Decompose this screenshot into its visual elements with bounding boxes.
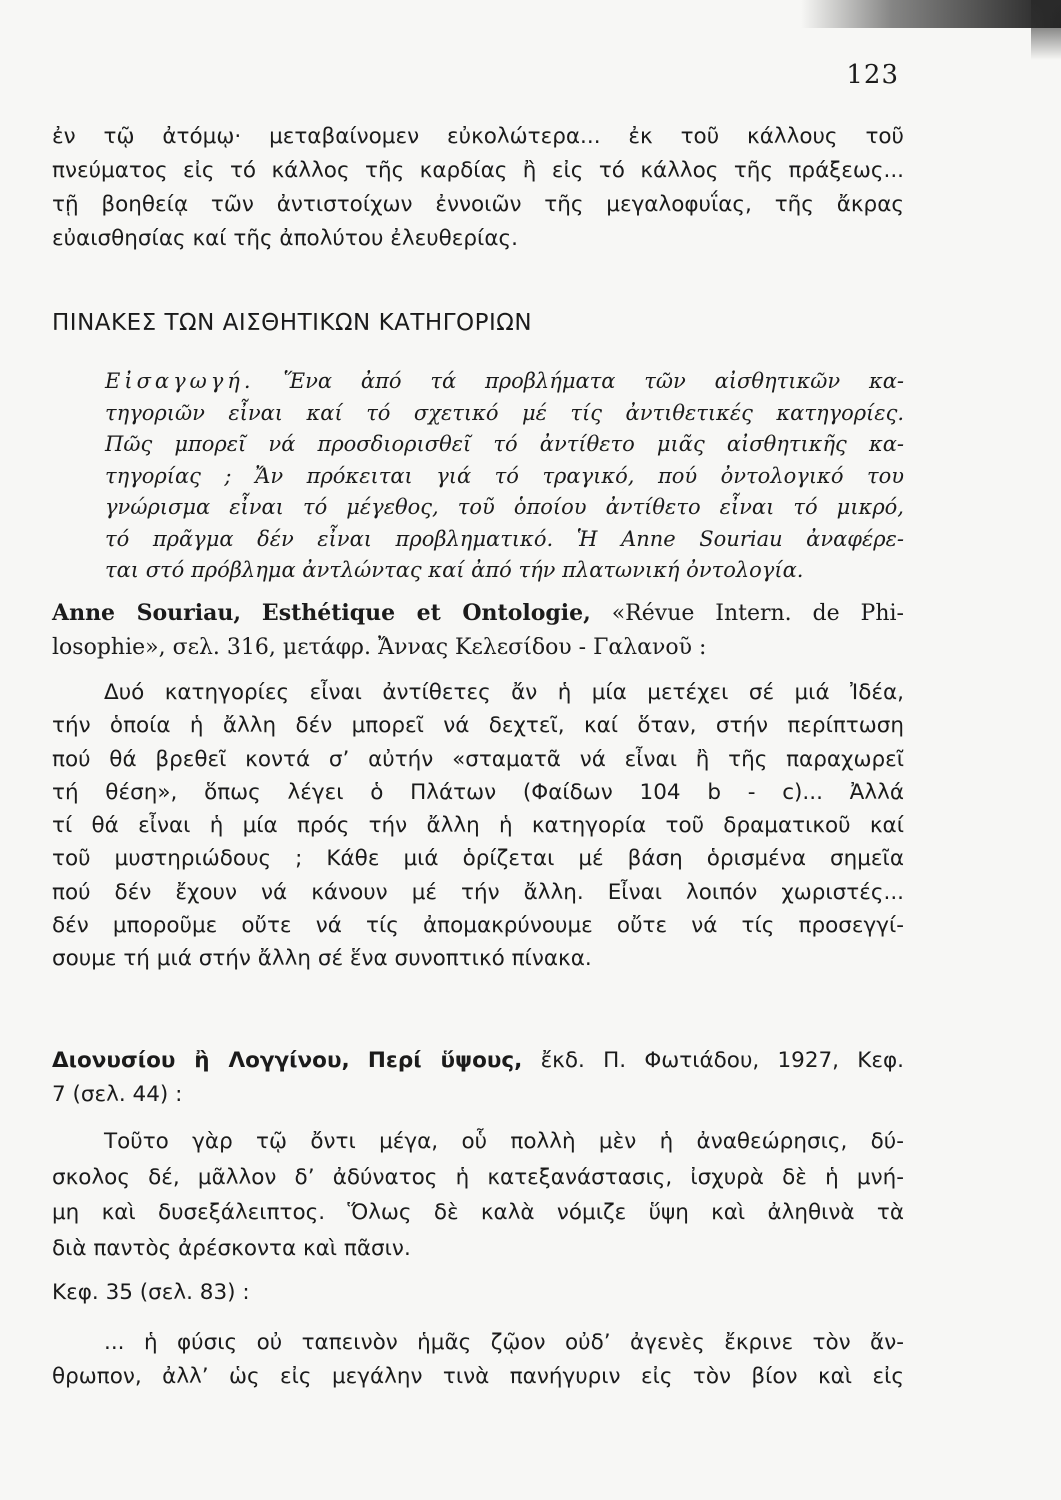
scan-edge-shadow <box>1031 0 1061 60</box>
text-line: ται στό πρόβλημα ἀντλώντας καί ἀπό τήν πλατωνική ὀντολογία. <box>105 558 804 582</box>
reference-title: Περί ὕψους, <box>367 1048 523 1073</box>
longinus-quote <box>52 1124 904 1266</box>
text-line: γνώρισμα εἶναι τό μέγεθος, τοῦ ὁποίου ἀντίθετο εἶναι τό μικρό, <box>105 495 904 519</box>
text-line: τοῦ μυστηριώδους ; Κάθε μιά ὁρίζεται μέ βάση ὁρισμένα σημεῖα <box>52 846 904 872</box>
reference-line: losophie», σελ. 316, μετάφρ. Ἄννας Κελεσίδου - Γαλανοῦ : <box>52 635 707 660</box>
text-line: τηγοριῶν εἶναι καί τό σχετικό μέ τίς ἀντιθετικές κατηγορίες. <box>105 400 904 425</box>
text-line: τί θά εἶναι ἡ μία πρός τήν ἄλλη ἡ κατηγορία τοῦ δραματικοῦ καί <box>52 813 904 839</box>
text-line: θρωπον, ἀλλ’ ὡς εἰς μεγάλην τινὰ πανήγυριν εἰς τὸν βίον καὶ εἰς <box>52 1364 904 1389</box>
reference-line: 7 (σελ. 44) : <box>52 1082 183 1107</box>
text-line: δέν μποροῦμε οὔτε νά τίς ἀπομακρύνουμε οὔτε νά τίς προσεγγί- <box>52 913 904 939</box>
text-line: σκολος δέ, μᾶλλον δ’ ἀδύνατος ἡ κατεξανάστασις, ἰσχυρὰ δὲ ἡ μνή- <box>52 1164 904 1190</box>
text-line: τή θέση», ὅπως λέγει ὁ Πλάτων (Φαίδων 104 b - c)... Ἀλλά <box>52 779 904 805</box>
text-line: πού θά βρεθεῖ κοντά σ’ αὐτήν «σταματᾶ νά εἶναι ἢ τῆς παραχωρεῖ <box>52 746 904 772</box>
reference-author: Διονυσίου ἢ Λογγίνου, <box>52 1048 350 1073</box>
text-line: Τοῦτο γὰρ τῷ ὄντι μέγα, οὗ πολλὴ μὲν ἡ ἀναθεώρησις, δύ- <box>104 1129 904 1154</box>
longinus-quote-2 <box>52 1326 904 1394</box>
souriau-reference <box>52 596 904 665</box>
longinus-reference <box>52 1044 904 1112</box>
text-line: μη καὶ δυσεξάλειπτος. Ὅλως δὲ καλὰ νόμιζε ὕψη καὶ ἀληθινὰ τὰ <box>52 1200 904 1225</box>
text-span: Ἕνα ἀπό τά προβλήματα τῶν αἰσθητικῶν κα- <box>283 369 904 393</box>
text-line: τῇ βοηθείᾳ τῶν ἀντιστοίχων ἐννοιῶν τῆς μεγαλοφυΐας, τῆς ἄκρας <box>52 192 904 217</box>
reference-line <box>52 596 904 631</box>
page-number: 123 <box>846 60 899 90</box>
souriau-quote <box>52 676 904 976</box>
scan-edge-shadow <box>801 0 1061 28</box>
introduction-paragraph <box>105 366 904 587</box>
text-line <box>105 366 904 398</box>
intro-paragraph <box>52 120 904 256</box>
text-line: σουμε τή μιά στήν ἄλλη σέ ἕνα συνοπτικό πίνακα. <box>52 946 592 972</box>
text-line: εὐαισθησίας καί τῆς ἀπολύτου ἐλευθερίας. <box>52 226 518 251</box>
reference-source: «Révue Intern. de Phi- <box>611 601 904 626</box>
section-heading: ΠΙΝΑΚΕΣ ΤΩΝ ΑΙΣΘΗΤΙΚΩΝ ΚΑΤΗΓΟΡΙΩΝ <box>52 310 533 336</box>
text-line: τήν ὁποία ἡ ἄλλη δέν μπορεῖ νά δεχτεῖ, καί ὅταν, στήν περίπτωση <box>52 713 904 739</box>
text-line: τηγορίας ; Ἄν πρόκειται γιά τό τραγικό, πού ὀντολογικό του <box>105 463 904 488</box>
text-line: ... ἡ φύσις οὐ ταπεινὸν ἡμᾶς ζῷον οὐδ’ ἀγενὲς ἔκρινε τὸν ἄν- <box>104 1330 904 1355</box>
text-line: Πῶς μπορεῖ νά προσδιορισθεῖ τό ἀντίθετο μιᾶς αἰσθητικῆς κα- <box>105 432 904 456</box>
reference-author: Anne Souriau, <box>52 600 242 626</box>
reference-title: Esthétique et Ontologie, <box>261 600 591 626</box>
reference-line <box>52 1044 904 1078</box>
chapter-reference <box>52 1276 904 1310</box>
text-line: ἐν τῷ ἀτόμῳ· μεταβαίνομεν εὐκολώτερα... ἐκ τοῦ κάλλους τοῦ <box>52 124 904 149</box>
reference-source: ἔκδ. Π. Φωτιάδου, 1927, Κεφ. <box>540 1048 904 1073</box>
text-line: πού δέν ἔχουν νά κάνουν μέ τήν ἄλλη. Εἶναι λοιπόν χωριστές... <box>52 879 904 905</box>
text-line: διὰ παντὸς ἀρέσκοντα καὶ πᾶσιν. <box>52 1235 411 1261</box>
text-line: τό πρᾶγμα δέν εἶναι προβληματικό. Ἡ Anne Souriau ἀναφέρε- <box>105 526 904 551</box>
reference-line: Κεφ. 35 (σελ. 83) : <box>52 1280 250 1305</box>
text-line: Δυό κατηγορίες εἶναι ἀντίθετες ἄν ἡ μία μετέχει σέ μιά Ἰδέα, <box>104 680 904 705</box>
text-line: πνεύματος εἰς τό κάλλος τῆς καρδίας ἢ εἰς τό κάλλος τῆς πράξεως... <box>52 158 904 183</box>
introduction-label: Εἰσαγωγή. <box>105 369 255 393</box>
